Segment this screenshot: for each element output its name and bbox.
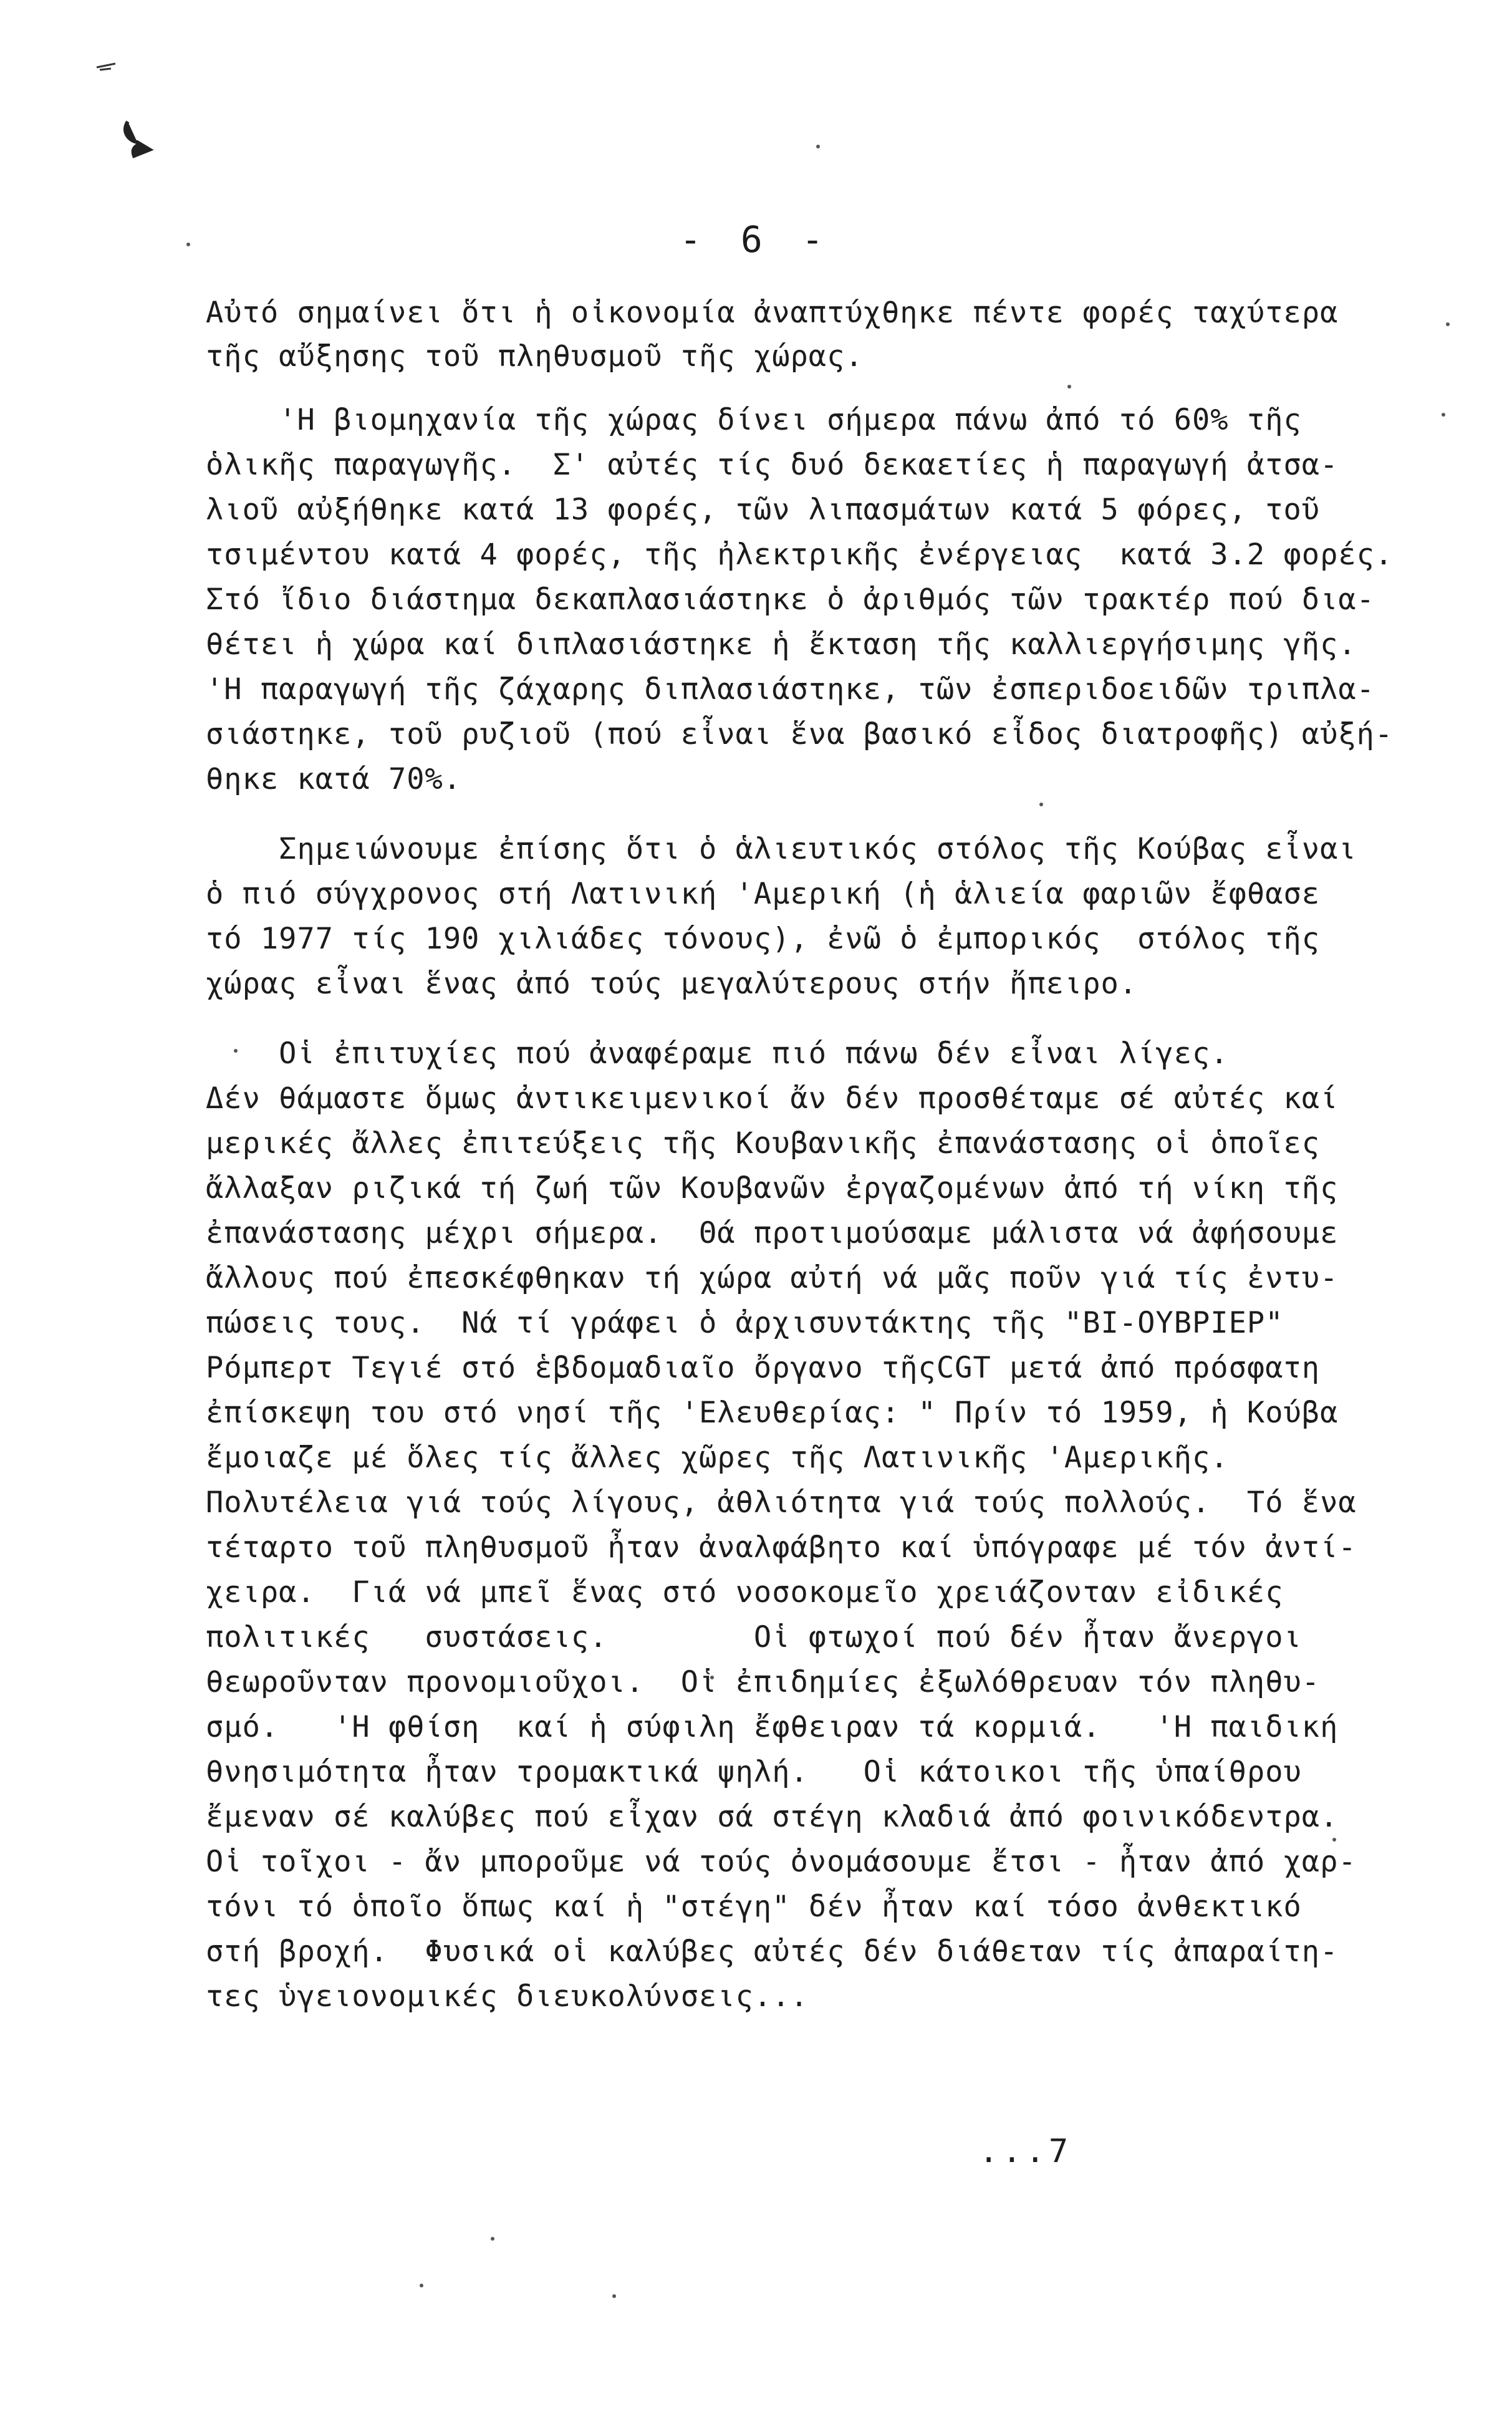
text-line: Οἱ ἐπιτυχίες πού ἀναφέραμε πιό πάνω δέν εἶναι λίγες. (206, 1036, 1229, 1071)
text-line: λιοῦ αὐξήθηκε κατά 13 φορές, τῶν λιπασμάτων κατά 5 φόρες, τοῦ (206, 493, 1321, 527)
text-line: ἔμοιαζε μέ ὅλες τίς ἄλλες χῶρες τῆς Λατινικῆς 'Αμερικῆς. (206, 1441, 1229, 1475)
speck (1446, 322, 1450, 326)
text-line: Αὐτό σημαίνει ὅτι ἡ οἰκονομία ἀναπτύχθηκε πέντε φορές ταχύτερα (206, 296, 1339, 330)
text-line: θνησιμότητα ἦταν τρομακτικά ψηλή. Οἱ κάτοικοι τῆς ὑπαίθρου (206, 1755, 1302, 1789)
text-line: μερικές ἄλλες ἐπιτεύξεις τῆς Κουβανικῆς ἐπανάστασης οἱ ὁποῖες (206, 1126, 1321, 1161)
text-line: θέτει ἡ χώρα καί διπλασιάστηκε ἡ ἔκταση τῆς καλλιεργήσιμης γῆς. (206, 627, 1357, 662)
corner-hook-mark (125, 122, 150, 156)
text-line: ἄλλους πού ἐπεσκέφθηκαν τή χώρα αὐτή νά μᾶς ποῦν γιά τίς ἐντυ- (206, 1261, 1339, 1295)
text-line: στή βροχή. Φυσικά οἱ καλύβες αὐτές δέν διάθεταν τίς ἀπαραίτη- (206, 1934, 1339, 1969)
speck (491, 2237, 494, 2241)
text-line: σιάστηκε, τοῦ ρυζιοῦ (πού εἶναι ἕνα βασικό εἶδος διατροφῆς) αὐξή- (206, 717, 1394, 751)
speck (1067, 385, 1071, 389)
text-line: πώσεις τους. Νά τί γράφει ὁ ἀρχισυντάκτης τῆς "ΒΙ-ΟΥΒΡΙΕΡ" (206, 1306, 1284, 1340)
text-line: ἔμεναν σέ καλύβες πού εἶχαν σά στέγη κλαδιά ἀπό φοινικόδεντρα. (206, 1800, 1339, 1834)
text-line: τῆς αὔξησης τοῦ πληθυσμοῦ τῆς χώρας. (206, 339, 864, 374)
text-line: Στό ἴδιο διάστημα δεκαπλασιάστηκε ὁ ἀριθμός τῶν τρακτέρ πού δια- (206, 582, 1375, 617)
text-line: Πολυτέλεια γιά τούς λίγους, ἀθλιότητα γιά τούς πολλούς. Τό ἕνα (206, 1485, 1357, 1520)
text-line: θηκε κατά 70%. (206, 762, 462, 796)
text-line: ἄλλαξαν ριζικά τή ζωή τῶν Κουβανῶν ἐργαζομένων ἀπό τή νίκη τῆς (206, 1171, 1339, 1205)
text-line: 'Η βιομηχανία τῆς χώρας δίνει σήμερα πάνω ἀπό τό 60% τῆς (206, 403, 1302, 437)
text-line: τες ὑγειονομικές διευκολύνσεις... (206, 1979, 809, 2014)
text-line: χειρα. Γιά νά μπεῖ ἕνας στό νοσοκομεῖο χρειάζονταν εἰδικές (206, 1575, 1284, 1610)
speck (612, 2294, 616, 2298)
speck (1039, 803, 1043, 806)
corner-pen-mark (97, 64, 115, 70)
text-line: Ρόμπερτ Τεγιέ στό ἑβδομαδιαῖο ὄργανο τῆςCGT μετά ἀπό πρόσφατη (206, 1351, 1321, 1385)
text-line: Δέν θάμαστε ὅμως ἀντικειμενικοί ἄν δέν προσθέταμε σέ αὐτές καί (206, 1081, 1339, 1116)
text-line: Οἱ τοῖχοι - ἄν μποροῦμε νά τούς ὀνομάσουμε ἔτσι - ἦταν ἀπό χαρ- (206, 1845, 1357, 1879)
page-number: - 6 - (680, 218, 832, 261)
text-line: τσιμέντου κατά 4 φορές, τῆς ἠλεκτρικῆς ἐνέργειας κατά 3.2 φορές. (206, 538, 1394, 572)
speck (1332, 1838, 1336, 1842)
text-line: θεωροῦνταν προνομιοῦχοι. Οἱ ἐπιδημίες ἐξωλόθρευαν τόν πληθυ- (206, 1665, 1321, 1699)
page-continuation-marker: ...7 (979, 2133, 1072, 2170)
text-line: 'Η παραγωγή τῆς ζάχαρης διπλασιάστηκε, τῶν ἐσπεριδοειδῶν τριπλα- (206, 672, 1375, 707)
text-line: τόνι τό ὁποῖο ὅπως καί ἡ "στέγη" δέν ἦταν καί τόσο ἀνθεκτικό (206, 1890, 1302, 1924)
text-line: ὁ πιό σύγχρονος στή Λατινική 'Αμερική (ἡ ἁλιεία φαριῶν ἔφθασε (206, 877, 1321, 911)
text-line: ἐπανάστασης μέχρι σήμερα. Θά προτιμούσαμε μάλιστα νά ἀφήσουμε (206, 1216, 1339, 1250)
text-line: χώρας εἶναι ἕνας ἀπό τούς μεγαλύτερους στήν ἤπειρο. (206, 967, 1138, 1001)
text-line: τό 1977 τίς 190 χιλιάδες τόνους), ἐνῶ ὁ ἐμπορικός στόλος τῆς (206, 922, 1321, 956)
speck (420, 2284, 423, 2287)
text-line: ἐπίσκεψη του στό νησί τῆς 'Ελευθερίας: " Πρίν τό 1959, ἡ Κούβα (206, 1396, 1339, 1430)
speck (186, 243, 190, 246)
text-line: σμό. 'Η φθίση καί ἡ σύφιλη ἔφθειραν τά κορμιά. 'Η παιδική (206, 1710, 1339, 1744)
text-line: ὁλικῆς παραγωγῆς. Σ' αὐτές τίς δυό δεκαετίες ἡ παραγωγή ἀτσα- (206, 448, 1339, 482)
text-line: πολιτικές συστάσεις. Οἱ φτωχοί πού δέν ἦταν ἄνεργοι (206, 1620, 1302, 1654)
text-line: τέταρτο τοῦ πληθυσμοῦ ἦταν ἀναλφάβητο καί ὑπόγραφε μέ τόν ἀντί- (206, 1530, 1357, 1565)
speck (816, 145, 820, 148)
speck (1442, 413, 1445, 417)
text-line: Σημειώνουμε ἐπίσης ὅτι ὁ ἁλιευτικός στόλος τῆς Κούβας εἶναι (206, 832, 1357, 866)
